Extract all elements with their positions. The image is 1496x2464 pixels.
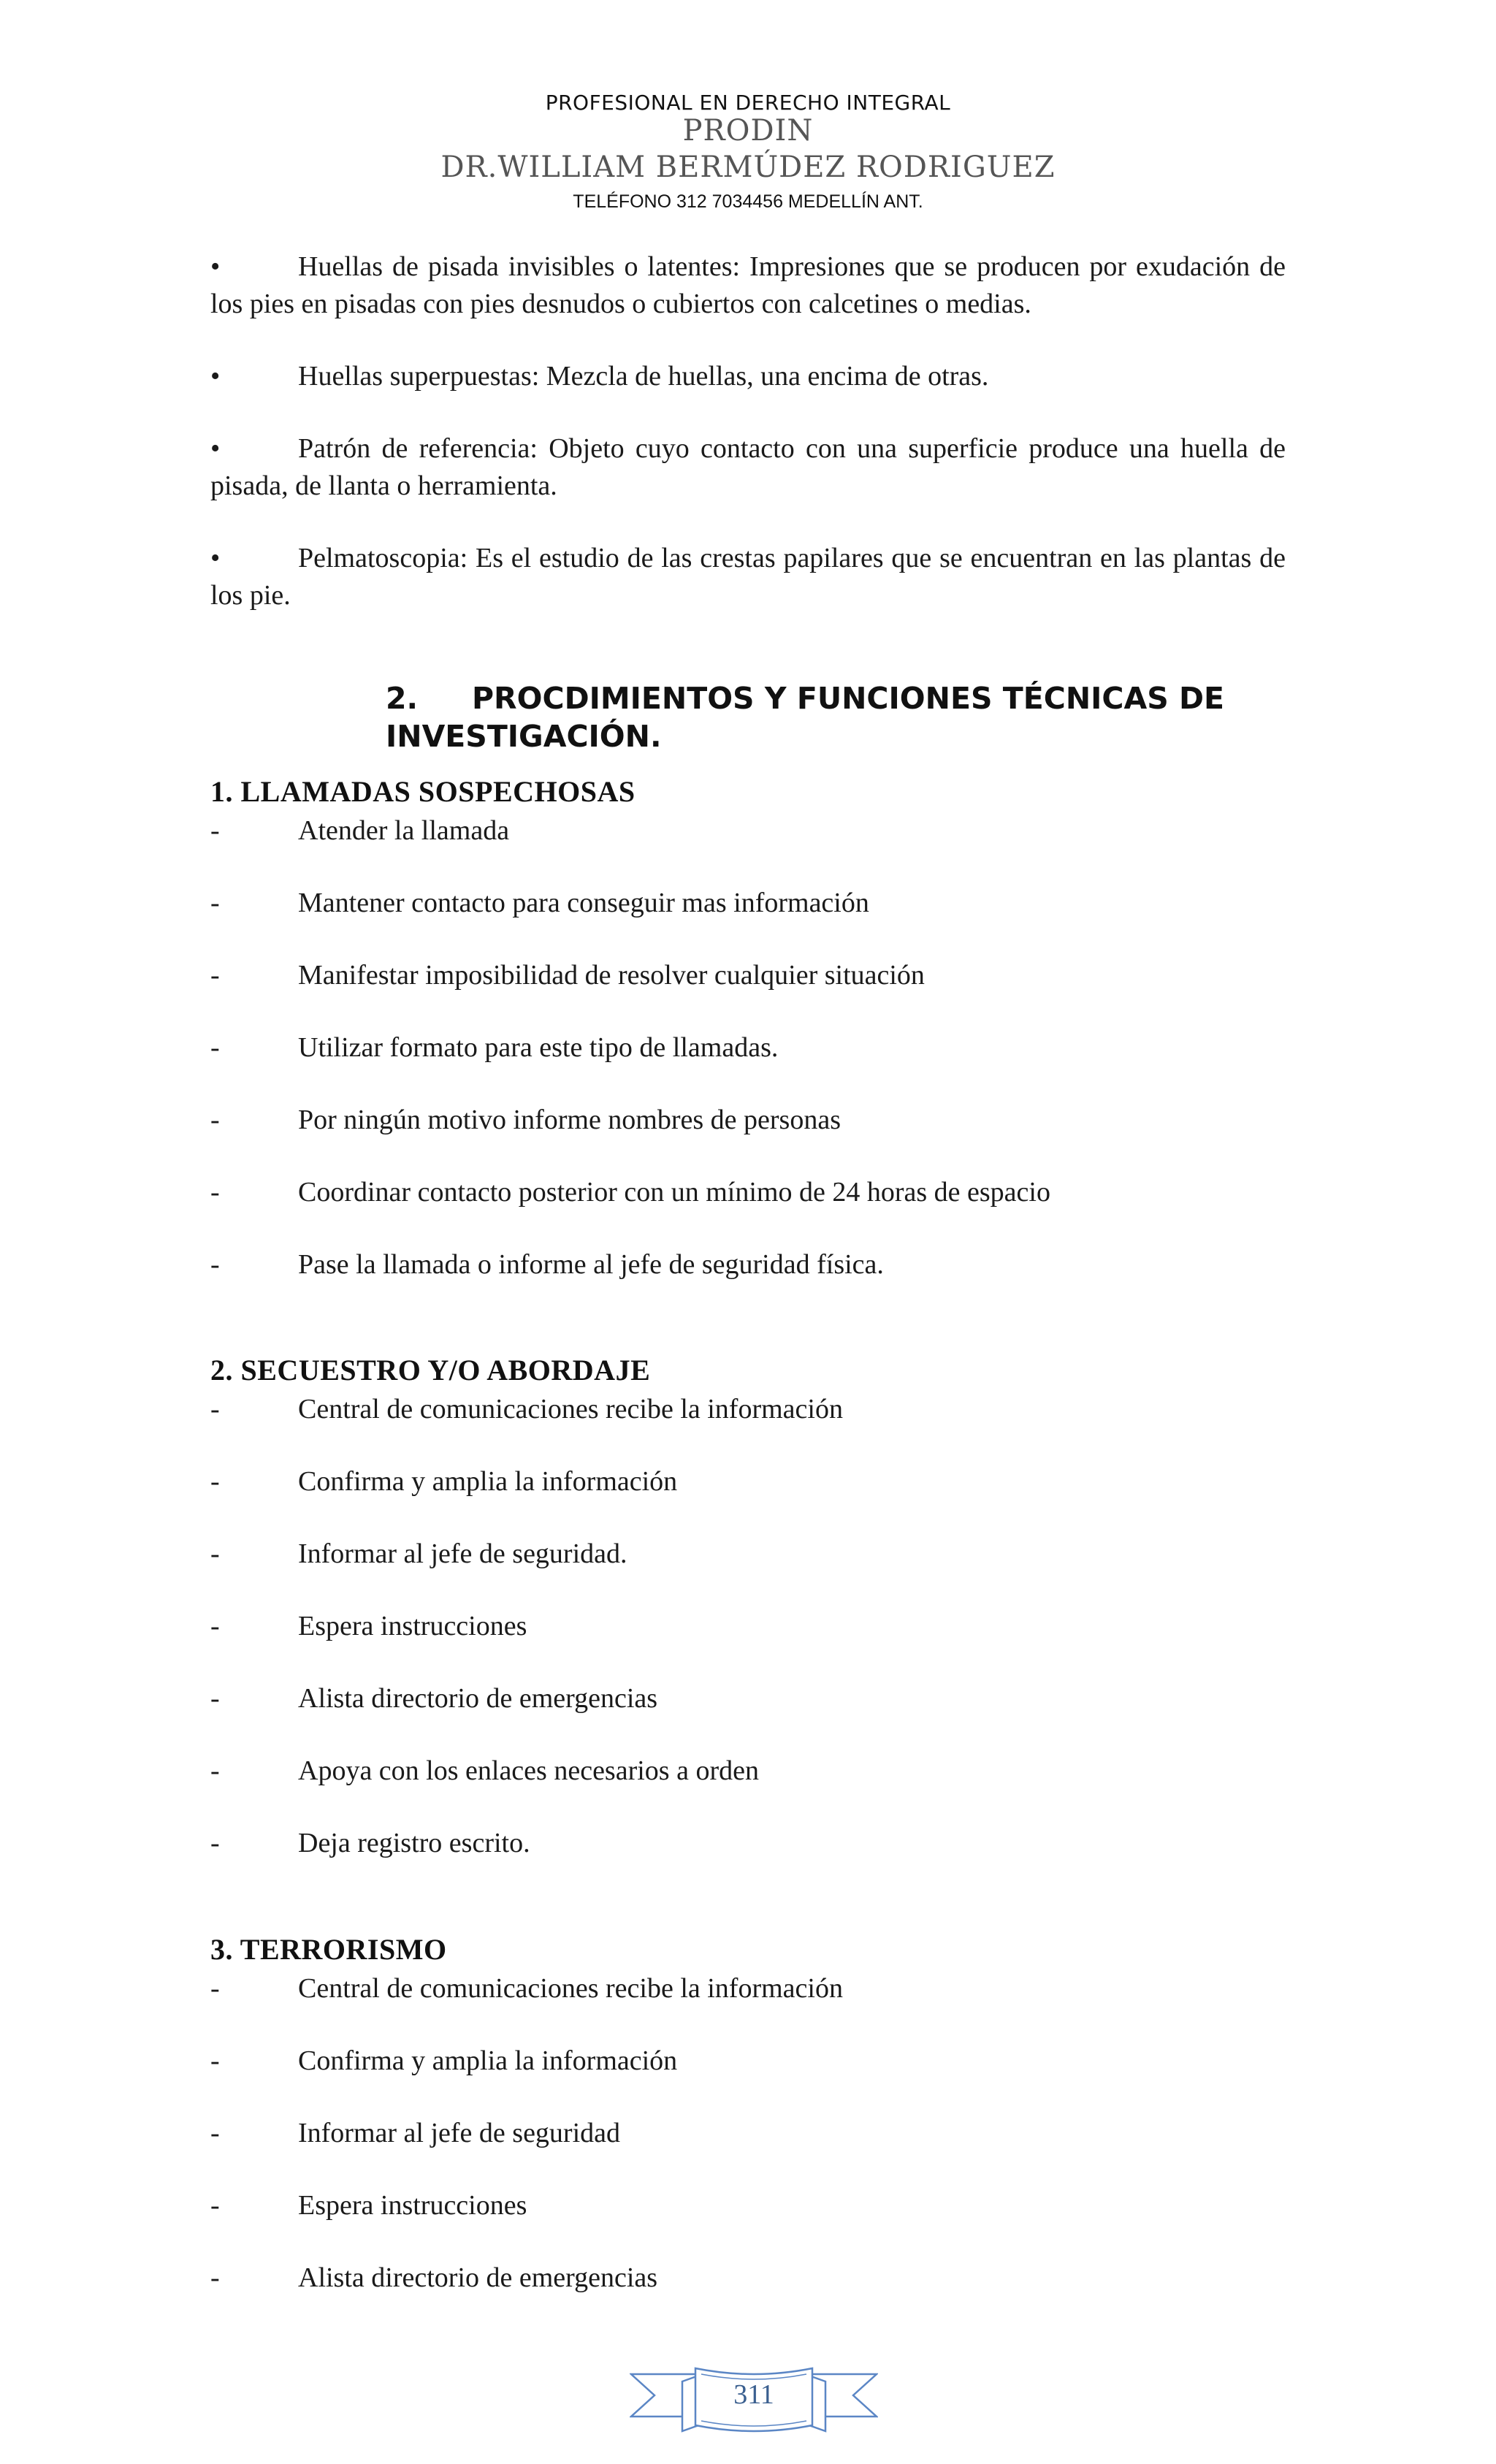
list-item-text: Central de comunicaciones recibe la información [298, 1973, 843, 2004]
bullet-item [210, 358, 1286, 395]
list-item-text: Utilizar formato para este tipo de llamadas. [298, 1032, 779, 1063]
subsection-title-llamadas: 1. LLAMADAS SOSPECHOSAS [210, 775, 636, 808]
list-item [210, 1680, 1286, 1752]
bullet-text: Pelmatoscopia: Es el estudio de las crestas papilares que se encuentran en las plantas de los pie. [210, 543, 1286, 611]
list-item-text: Apoya con los enlaces necesarios a orden [298, 1755, 759, 1786]
list-item [210, 1174, 1286, 1246]
list-marker: - [210, 1105, 220, 1135]
bullet-marker: • [210, 543, 221, 573]
list-item-text: Alista directorio de emergencias [298, 1683, 658, 1714]
list-item [210, 812, 1286, 885]
bullet-text: Patrón de referencia: Objeto cuyo contacto con una superficie produce una huella de pisada, de llanta o herramienta. [210, 433, 1286, 501]
section-number: 2. [386, 681, 419, 716]
list-marker: - [210, 815, 220, 846]
list-item [210, 1246, 1286, 1319]
list-marker: - [210, 1683, 220, 1714]
list-item [210, 2187, 1286, 2259]
list-item [210, 2042, 1286, 2115]
list-item [210, 1970, 1286, 2042]
list-marker: - [210, 1249, 220, 1280]
list-item [210, 957, 1286, 1029]
page-number: 311 [733, 2379, 774, 2410]
list-marker: - [210, 1755, 220, 1786]
list-marker: - [210, 1828, 220, 1858]
list-item-text: Informar al jefe de seguridad [298, 2118, 621, 2148]
list-marker: - [210, 1538, 220, 1569]
list-item [210, 1825, 1286, 1897]
list-item-text: Deja registro escrito. [298, 1828, 530, 1858]
bullet-text: Huellas superpuestas: Mezcla de huellas, una encima de otras. [298, 361, 989, 392]
list-item [210, 2115, 1286, 2187]
list-marker: - [210, 1177, 220, 1208]
list-item [210, 885, 1286, 957]
list-item-text: Atender la llamada [298, 815, 510, 846]
list-item [210, 1463, 1286, 1536]
list-item-text: Coordinar contacto posterior con un mínimo de 24 horas de espacio [298, 1177, 1050, 1208]
header-author: DR.WILLIAM BERMÚDEZ RODRIGUEZ [440, 150, 1056, 184]
list-marker: - [210, 2118, 220, 2148]
list-item [210, 1608, 1286, 1680]
header-organization: PROFESIONAL EN DERECHO INTEGRAL [545, 91, 951, 115]
bullet-list [210, 248, 1286, 649]
list-item [210, 1536, 1286, 1608]
list-marker: - [210, 960, 220, 991]
list-marker: - [210, 2262, 220, 2293]
subsection-title-terrorismo: 3. TERRORISMO [210, 1933, 447, 1966]
bullet-item [210, 430, 1286, 505]
list-item-text: Informar al jefe de seguridad. [298, 1538, 627, 1569]
list-item-text: Manifestar imposibilidad de resolver cualquier situación [298, 960, 925, 991]
bullet-item [210, 248, 1286, 323]
subsection-title-secuestro: 2. SECUESTRO Y/O ABORDAJE [210, 1354, 651, 1387]
section-title-line1: PROCDIMIENTOS Y FUNCIONES TÉCNICAS DE [472, 681, 1225, 716]
bullet-marker: • [210, 251, 221, 282]
list-item-text: Mantener contacto para conseguir mas información [298, 888, 869, 918]
bullet-text: Huellas de pisada invisibles o latentes: Impresiones que se producen por exudación de los pies en pisadas con pies desnudos o cubiertos con calcetines o medias. [210, 251, 1286, 319]
section-title-line2: INVESTIGACIÓN. [386, 719, 662, 754]
list-marker: - [210, 1611, 220, 1641]
bullet-item [210, 540, 1286, 614]
list-item-text: Alista directorio de emergencias [298, 2262, 658, 2293]
list-marker: - [210, 888, 220, 918]
bullet-marker: • [210, 433, 221, 464]
subsection-list-terrorismo [210, 1970, 1286, 2332]
header-phone: TELÉFONO 312 7034456 MEDELLÍN ANT. [573, 191, 923, 212]
list-item [210, 1391, 1286, 1463]
list-marker: - [210, 1466, 220, 1497]
subsection-list-secuestro [210, 1391, 1286, 1897]
bullet-marker: • [210, 361, 221, 392]
list-item-text: Confirma y amplia la información [298, 2045, 678, 2076]
list-marker: - [210, 1973, 220, 2004]
list-item [210, 1029, 1286, 1102]
list-item [210, 1752, 1286, 1825]
list-item-text: Central de comunicaciones recibe la información [298, 1394, 843, 1424]
subsection-list-llamadas [210, 812, 1286, 1319]
header-acronym: PRODIN [682, 114, 814, 148]
list-marker: - [210, 1394, 220, 1424]
list-item-text: Confirma y amplia la información [298, 1466, 678, 1497]
list-marker: - [210, 2190, 220, 2221]
list-item [210, 2259, 1286, 2332]
list-marker: - [210, 1032, 220, 1063]
list-marker: - [210, 2045, 220, 2076]
section-heading [386, 679, 1226, 755]
list-item-text: Espera instrucciones [298, 2190, 527, 2221]
list-item-text: Espera instrucciones [298, 1611, 527, 1641]
list-item-text: Por ningún motivo informe nombres de personas [298, 1105, 842, 1135]
list-item [210, 1102, 1286, 1174]
list-item-text: Pase la llamada o informe al jefe de seguridad física. [298, 1249, 884, 1280]
